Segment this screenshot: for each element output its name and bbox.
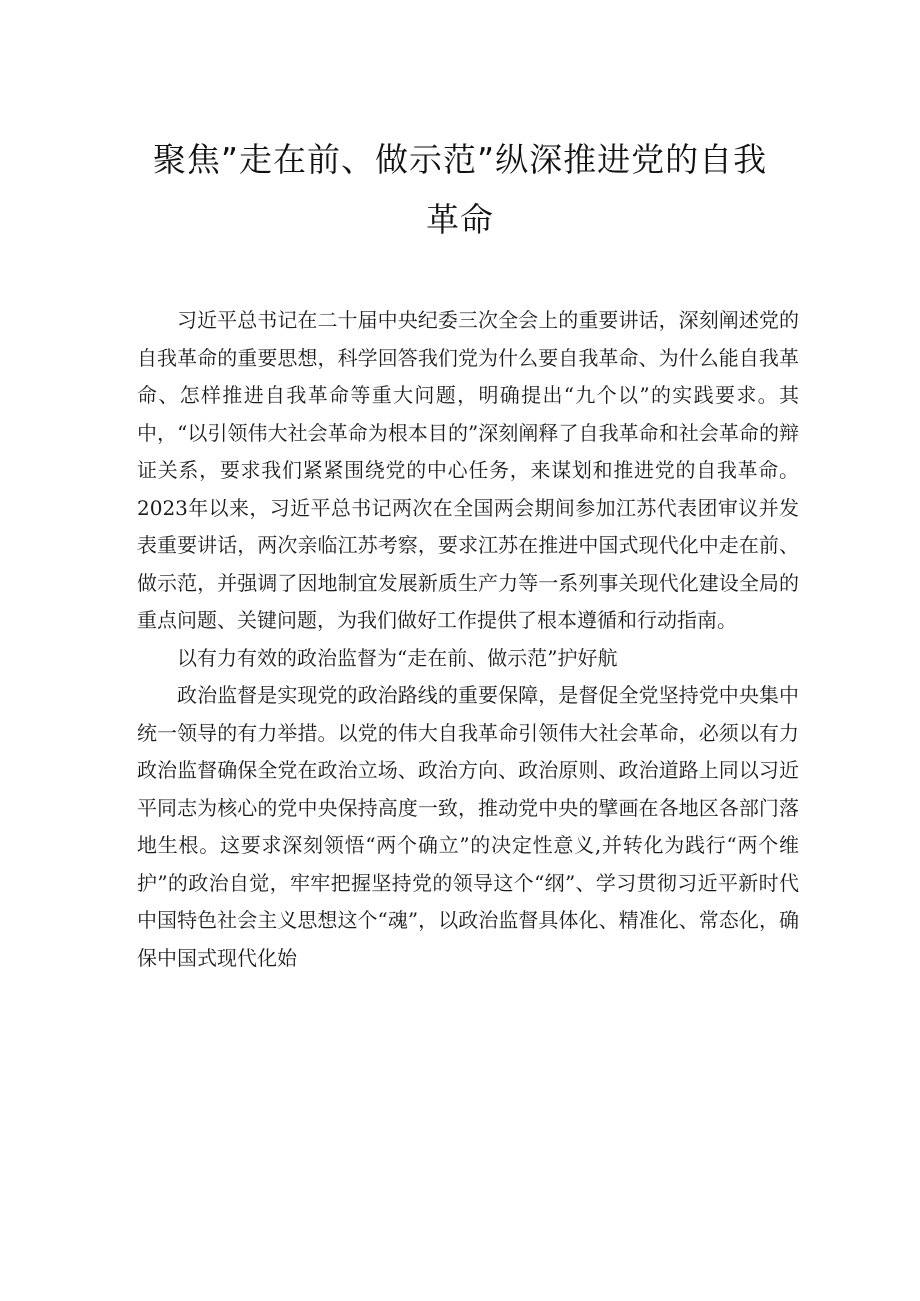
title-line-1: 聚焦”走在前、做示范”纵深推进党的自我 [152,140,768,179]
paragraph-intro: 习近平总书记在二十届中央纪委三次全会上的重要讲话，深刻阐述党的自我革命的重要思想，科学回答我们党为什么要自我革命、为什么能自我革命、怎样推进自我革命等重大问题，明确提出“九个以”的实践要求。其中，“以引领伟大社会革命为根本目的”深刻阐释了自我革命和社会革命的辩证关系，要求我们紧紧围绕党的中心任务，来谋划和推进党的自我革命。2023年以来，习近平总书记两次在全国两会期间参加江苏代表团审议并发表重要讲话，两次亲临江苏考察，要求江苏在推进中国式现代化中走在前、做示范，并强调了因地制宜发展新质生产力等一系列事关现代化建设全局的重点问题、关键问题，为我们做好工作提供了根本遵循和行动指南。 [137,308,799,632]
document-title [120,130,800,250]
document-body [137,302,799,977]
title-line-2: 革命 [426,200,494,239]
paragraph-political-supervision: 政治监督是实现党的政治路线的重要保障，是督促全党坚持党中央集中统一领导的有力举措。以党的伟大自我革命引领伟大社会革命，必须以有力政治监督确保全党在政治立场、政治方向、政治原则、政治道路上同以习近平同志为核心的党中央保持高度一致，推动党中央的擘画在各地区各部门落地生根。这要求深刻领悟“两个确立”的决定性意义,并转化为践行“两个维护”的政治自觉，牢牢把握坚持党的领导这个“纲”、学习贯彻习近平新时代中国特色社会主义思想这个“魂”，以政治监督具体化、精准化、常态化，确保中国式现代化始 [137,683,799,970]
section-heading: 以有力有效的政治监督为“走在前、做示范”护好航 [177,645,618,670]
